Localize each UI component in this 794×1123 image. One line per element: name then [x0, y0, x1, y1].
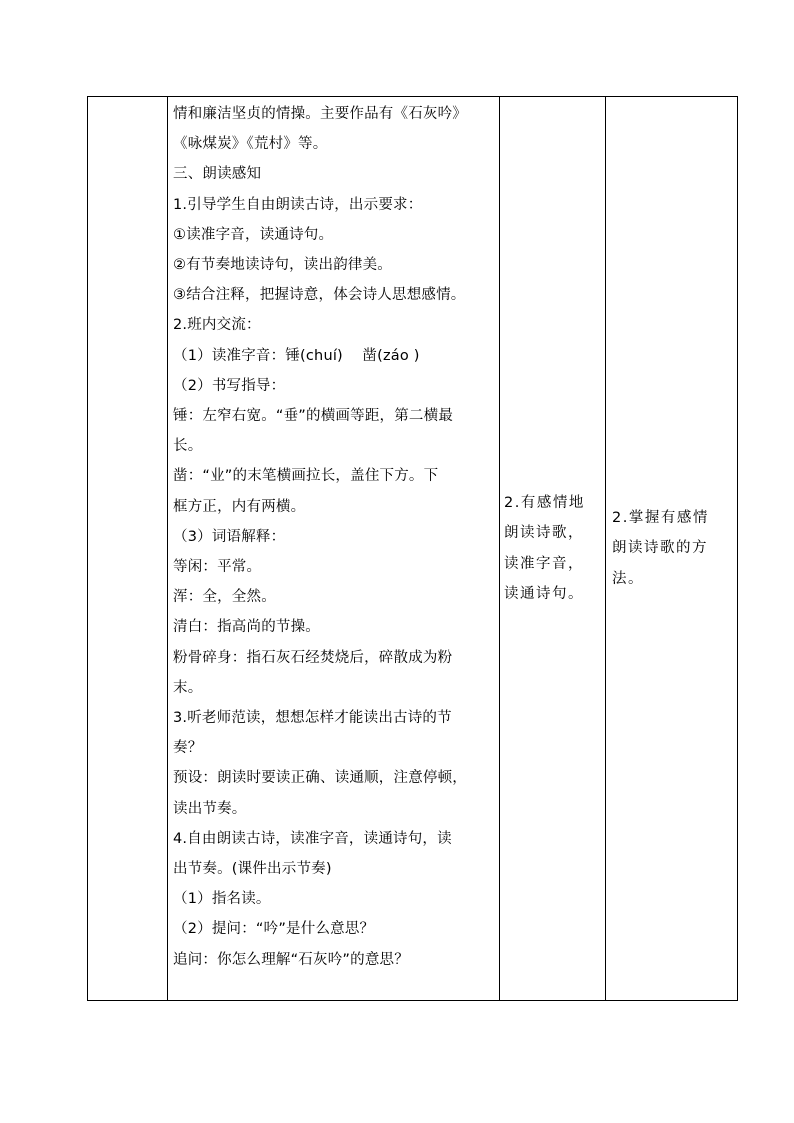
process-line: 追问：你怎么理解“石灰吟”的意思？	[173, 951, 409, 968]
design-intent-text	[612, 503, 731, 595]
lesson-plan-table	[87, 96, 738, 1001]
process-line: 凿：“业”的末笔横画拉长，盖住下方。下	[173, 468, 439, 485]
process-line: 粉骨碎身：指石灰石经焚烧后，碎散成为粉	[173, 649, 453, 666]
section-label-cell	[88, 97, 168, 1001]
process-line: 等闲：平常。	[173, 559, 262, 576]
design-intent-line: 法。	[612, 570, 644, 587]
student-activity-line: 读通诗句。	[504, 586, 584, 602]
process-line: 《咏煤炭》《荒村》等。	[173, 136, 328, 153]
process-line: （3）词语解释：	[173, 528, 286, 545]
process-line: ②有节奏地读诗句，读出韵律美。	[173, 257, 392, 274]
process-line: 4.自由朗读古诗，读准字音，读通诗句，读	[173, 830, 452, 847]
process-line: （2）提问：“吟”是什么意思？	[173, 921, 375, 938]
student-activity-line: 读准字音，	[504, 555, 584, 572]
process-line: ①读准字音，读通诗句。	[173, 226, 334, 243]
table-row	[88, 97, 738, 1001]
process-line: 清白：指高尚的节操。	[173, 619, 320, 636]
process-line: 2.班内交流：	[173, 317, 261, 334]
teaching-process-cell	[168, 97, 500, 1001]
process-line: （1）指名读。	[173, 891, 271, 908]
design-intent-line: 朗读诗歌的方	[612, 540, 708, 557]
student-activity-cell	[500, 97, 606, 1001]
process-line: 预设：朗读时要读正确、读通顺，注意停顿，	[173, 770, 467, 787]
student-activity-line: 朗读诗歌，	[504, 525, 584, 541]
student-activity-line: 2.有感情地	[504, 494, 585, 511]
process-line: 锤：左窄右宽。“垂”的横画等距，第二横最	[173, 408, 454, 425]
process-line: 读出节奏。	[173, 800, 247, 817]
process-line: 浑：全，全然。	[173, 589, 276, 606]
process-line: 奏？	[173, 740, 203, 757]
process-line: 3.听老师范读，想想怎样才能读出古诗的节	[173, 710, 452, 727]
process-line: 情和廉洁坚贞的情操。主要作品有《石灰吟》	[173, 106, 467, 122]
process-line: 末。	[173, 679, 203, 696]
process-line: ③结合注释，把握诗意，体会诗人思想感情。	[173, 287, 466, 304]
design-intent-line: 2.掌握有感情	[612, 509, 709, 526]
process-line: 三、朗读感知	[173, 166, 262, 183]
process-line: 框方正，内有两横。	[173, 498, 306, 515]
student-activity-text	[504, 488, 601, 610]
process-line: （2）书写指导：	[173, 377, 286, 394]
process-line: 长。	[173, 438, 203, 455]
process-line: 出节奏。(课件出示节奏)	[173, 861, 332, 878]
process-line: 1.引导学生自由朗读古诗，出示要求：	[173, 196, 423, 213]
process-line: （1）读准字音：锤(chuí) 凿(záo )	[173, 347, 420, 364]
design-intent-cell	[606, 97, 738, 1001]
